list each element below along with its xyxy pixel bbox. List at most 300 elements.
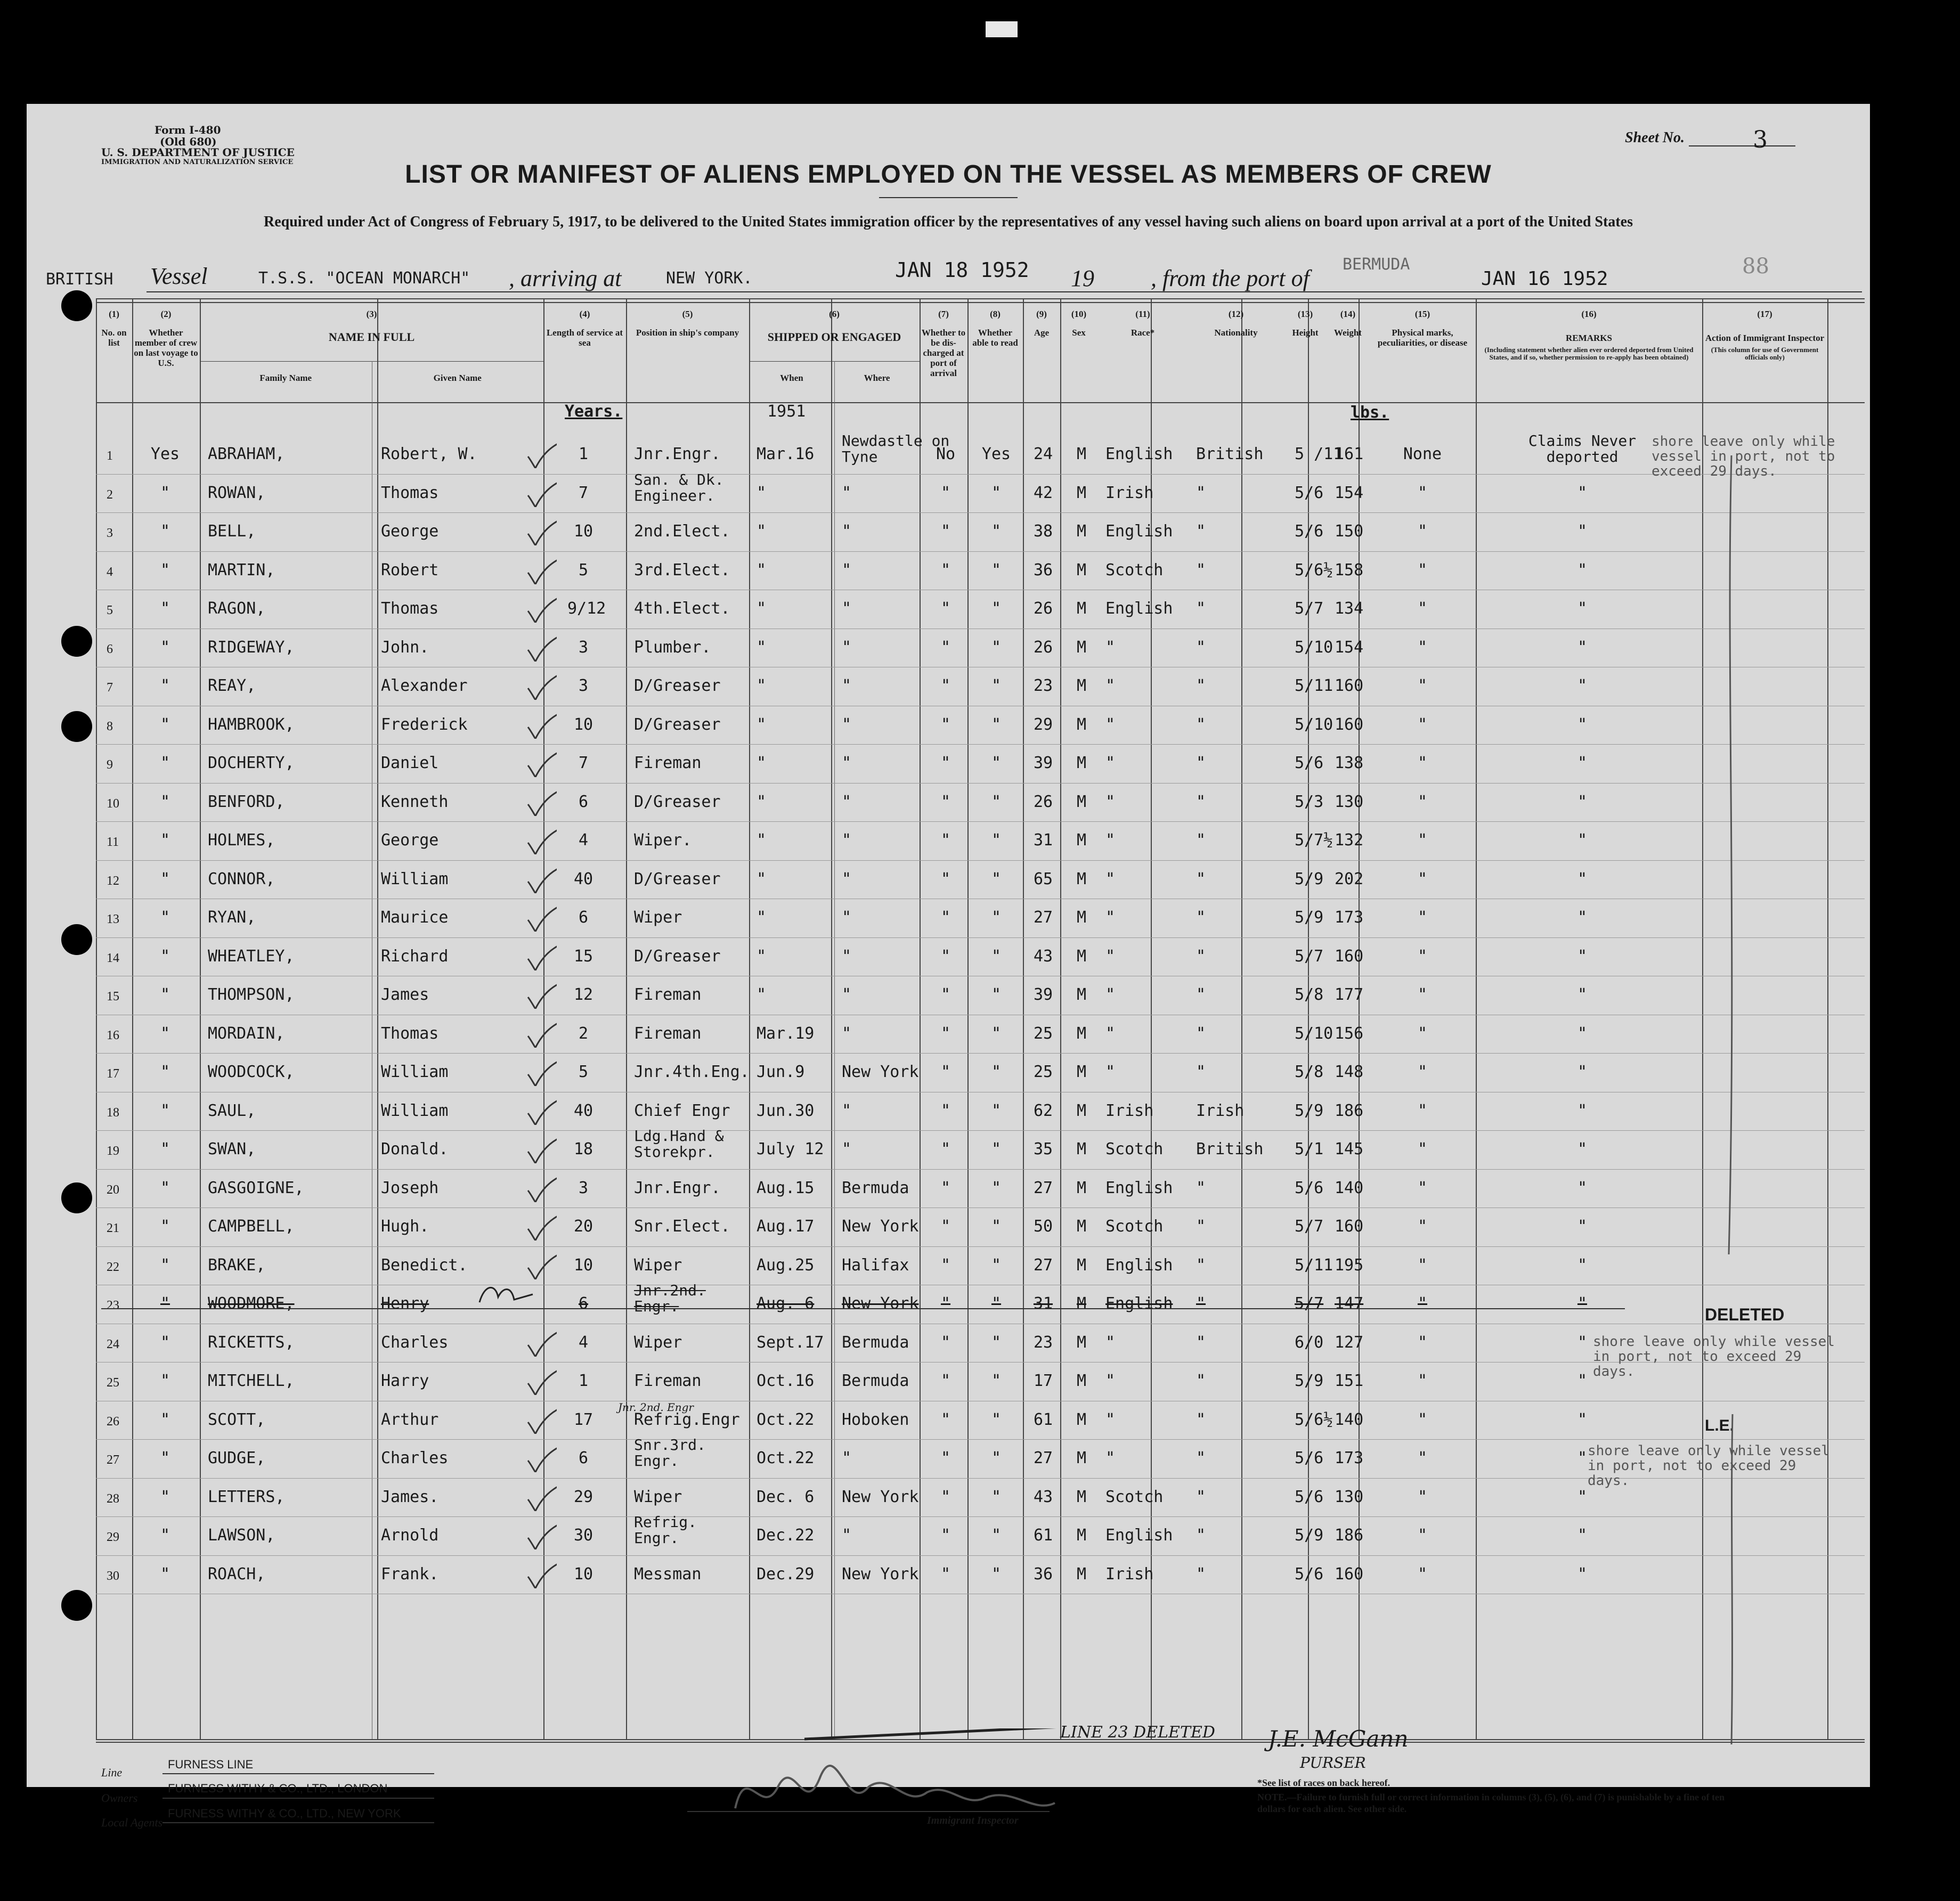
- cell-race: Irish: [1105, 1564, 1154, 1584]
- cell-position: Fireman: [634, 1024, 702, 1043]
- cell-family: THOMPSON,: [208, 985, 295, 1004]
- cell-nat: ": [1196, 1410, 1206, 1429]
- cell-when: Mar.16: [757, 445, 815, 463]
- cell-family: CONNOR,: [208, 869, 275, 888]
- check-mark: [525, 673, 557, 700]
- cell-position: Fireman: [634, 754, 702, 772]
- cell-race: ": [1105, 754, 1116, 772]
- cell-age: 27: [1033, 1178, 1053, 1197]
- cell-weight: 148: [1335, 1063, 1364, 1081]
- cell-position: D/Greaser: [634, 715, 721, 734]
- agents-label: Local Agents: [101, 1816, 163, 1829]
- cell-given: Maurice: [381, 908, 449, 927]
- weight-unit: lbs.: [1351, 403, 1389, 422]
- cell-given: Hugh.: [381, 1217, 429, 1236]
- cell-age: 17: [1033, 1372, 1053, 1390]
- cell-read: ": [991, 522, 1002, 541]
- cell-read: Yes: [981, 445, 1011, 463]
- cell-years: 29: [573, 1487, 593, 1506]
- column-sublabel: Family Name: [259, 373, 312, 383]
- cell-race: Irish: [1105, 1101, 1154, 1120]
- cell-age: 31: [1033, 831, 1053, 850]
- column-rule: [967, 298, 969, 1739]
- cell-weight: 158: [1335, 560, 1364, 580]
- column-number: (13): [1297, 309, 1313, 319]
- cell-read: ": [991, 1217, 1002, 1236]
- cell-prev: ": [160, 1410, 170, 1429]
- cell-position: Wiper: [634, 908, 682, 927]
- owners-value: FURNESS WITHY & CO., LTD., LONDON: [168, 1782, 388, 1795]
- cell-height: 5/6: [1295, 754, 1324, 772]
- cell-where: ": [842, 869, 852, 888]
- column-number: (15): [1414, 309, 1430, 319]
- cell-years: 2: [578, 1024, 589, 1043]
- cell-family: RICKETTS,: [208, 1333, 295, 1352]
- cell-disch: ": [940, 715, 951, 734]
- cell-weight: 156: [1335, 1024, 1364, 1043]
- cell-read: ": [991, 792, 1002, 811]
- cell-where: Bermuda: [842, 1178, 909, 1197]
- cell-where: ": [842, 908, 852, 927]
- column-number: (10): [1071, 309, 1087, 319]
- cell-nat: ": [1196, 1255, 1206, 1275]
- check-mark: [525, 1330, 557, 1357]
- cell-sex: M: [1076, 1101, 1087, 1120]
- column-label: SHIPPED OR ENGAGED: [767, 330, 901, 344]
- penalty-note: NOTE.—Failure to furnish full or correct information in columns (3), (5), (6), and (7) is punishable by a fine of ten dollars for each alien. See other side.: [1257, 1792, 1725, 1814]
- cell-where: ": [842, 947, 852, 966]
- row-rule: [96, 1439, 1865, 1440]
- column-rule: [920, 298, 921, 1739]
- cell-remarks: ": [1577, 1333, 1588, 1352]
- cell-position: Wiper: [634, 1255, 682, 1275]
- cell-weight: 173: [1335, 908, 1364, 927]
- cell-sex: M: [1076, 1140, 1087, 1158]
- check-mark: [525, 789, 557, 816]
- cell-position: Refrig.Engr: [634, 1410, 740, 1429]
- cell-race: ": [1105, 985, 1116, 1004]
- cell-height: 5/6: [1295, 1487, 1324, 1506]
- cell-marks: ": [1417, 1140, 1428, 1158]
- cell-when: Aug.25: [757, 1255, 815, 1275]
- cell-marks: ": [1417, 1333, 1428, 1352]
- cell-age: 27: [1033, 1255, 1053, 1275]
- cell-read: ": [991, 676, 1002, 695]
- column-rule: [749, 298, 750, 1739]
- column-rule: [1476, 298, 1477, 1739]
- cell-height: 5/9: [1295, 1101, 1324, 1120]
- check-mark: [525, 635, 557, 662]
- cell-height: 5/10: [1295, 1024, 1333, 1043]
- cell-given: Thomas: [381, 1024, 439, 1043]
- cell-given: Benedict.: [381, 1255, 468, 1275]
- binder-hole: [61, 626, 92, 657]
- cell-remarks: ": [1577, 947, 1588, 966]
- cell-where: ": [842, 1449, 852, 1467]
- purser-signature: J.E. McGann: [1268, 1726, 1409, 1752]
- cell-nat: ": [1196, 715, 1206, 734]
- cell-weight: 134: [1335, 599, 1364, 618]
- cell-where: New York: [842, 1487, 919, 1506]
- cell-prev: ": [160, 676, 170, 695]
- cell-height: 5/7: [1295, 947, 1324, 966]
- cell-given: Harry: [381, 1372, 429, 1390]
- vessel-label: Vessel: [150, 263, 208, 289]
- column-number: (5): [682, 309, 693, 319]
- row-number: 23: [107, 1299, 119, 1312]
- cell-disch: ": [940, 1140, 951, 1158]
- check-mark: [525, 982, 557, 1009]
- row-number: 8: [107, 719, 113, 733]
- cell-family: SAUL,: [208, 1101, 256, 1120]
- row-number: 20: [107, 1182, 119, 1197]
- cell-remarks: Claims Never deported: [1528, 432, 1637, 466]
- cell-weight: 150: [1335, 522, 1364, 541]
- cell-remarks: ": [1577, 638, 1588, 657]
- cell-race: ": [1105, 1333, 1116, 1352]
- inspector-line: [687, 1811, 1050, 1812]
- column-rule: [1060, 298, 1061, 1739]
- cell-marks: ": [1417, 869, 1428, 888]
- row-rule: [96, 860, 1865, 861]
- cell-where: Bermuda: [842, 1333, 909, 1352]
- cell-race: ": [1105, 831, 1116, 850]
- cell-nat: ": [1196, 792, 1206, 811]
- column-sublabel: Given Name: [433, 373, 482, 383]
- cell-when: ": [757, 792, 767, 811]
- cell-position: Ldg.Hand & Storekpr.: [634, 1127, 724, 1161]
- cell-remarks: ": [1577, 869, 1588, 888]
- cell-read: ": [991, 947, 1002, 966]
- cell-age: 43: [1033, 1487, 1053, 1506]
- check-mark: [525, 519, 557, 545]
- check-mark: [525, 558, 557, 584]
- column-label: Age: [1034, 328, 1050, 338]
- cell-family: HOLMES,: [208, 831, 275, 850]
- cell-height: 5/6: [1295, 483, 1324, 502]
- cell-where: Halifax: [842, 1255, 909, 1275]
- cell-race: Irish: [1105, 483, 1154, 502]
- cell-family: BELL,: [208, 522, 256, 541]
- cell-position: Jnr.4th.Eng.: [634, 1063, 750, 1081]
- cell-position: Plumber.: [634, 638, 711, 657]
- column-sublabel: When: [780, 373, 803, 383]
- manifest-sheet: [27, 104, 1870, 1829]
- cell-age: 24: [1033, 445, 1053, 463]
- cell-where: ": [842, 522, 852, 541]
- sheet-number: 3: [1753, 126, 1768, 153]
- cell-sex: M: [1076, 1255, 1087, 1275]
- cell-where: New York: [842, 1217, 919, 1236]
- cell-family: WHEATLEY,: [208, 947, 295, 966]
- cell-sex: M: [1076, 1410, 1087, 1429]
- cell-age: 31: [1033, 1294, 1053, 1313]
- row-number: 16: [107, 1028, 119, 1042]
- cell-race: Scotch: [1105, 560, 1164, 580]
- cell-remarks: ": [1577, 1294, 1588, 1313]
- cell-prev: ": [160, 1063, 170, 1081]
- cell-where: Hoboken: [842, 1410, 909, 1429]
- column-label: REMARKS: [1566, 333, 1612, 343]
- cell-family: CAMPBELL,: [208, 1217, 295, 1236]
- cell-sex: M: [1076, 1178, 1087, 1197]
- cell-sex: M: [1076, 754, 1087, 772]
- cell-given: Kenneth: [381, 792, 449, 811]
- cell-years: 9/12: [567, 599, 606, 618]
- cell-given: Charles: [381, 1449, 449, 1467]
- shore-leave-note-3: shore leave only while vessel in port, not to exceed 29 days.: [1588, 1443, 1829, 1489]
- cell-years: 18: [573, 1140, 593, 1158]
- cell-years: 10: [573, 715, 593, 734]
- check-mark: [525, 867, 557, 893]
- cell-when: Oct.22: [757, 1410, 815, 1429]
- row-number: 28: [107, 1491, 119, 1506]
- cell-weight: 132: [1335, 831, 1364, 850]
- cell-height: 5 /11: [1295, 445, 1343, 463]
- cell-prev: ": [160, 1140, 170, 1158]
- sheet-no-line: [1689, 145, 1795, 146]
- cell-family: REAY,: [208, 676, 256, 695]
- cell-prev: ": [160, 908, 170, 927]
- column-label: Weight: [1334, 328, 1362, 338]
- handwritten-position-26: Jnr. 2nd. Engr: [618, 1401, 694, 1414]
- cell-age: 27: [1033, 908, 1053, 927]
- cell-position: Fireman: [634, 1372, 702, 1390]
- cell-prev: ": [160, 1564, 170, 1584]
- check-mark: [525, 1368, 557, 1395]
- cell-disch: ": [940, 869, 951, 888]
- check-mark: [525, 750, 557, 777]
- cell-nat: ": [1196, 483, 1206, 502]
- row-number: 5: [107, 603, 113, 617]
- cell-prev: ": [160, 1217, 170, 1236]
- cell-disch: ": [940, 1217, 951, 1236]
- cell-sex: M: [1076, 908, 1087, 927]
- cell-age: 26: [1033, 638, 1053, 657]
- cell-age: 43: [1033, 947, 1053, 966]
- cell-when: ": [757, 715, 767, 734]
- cell-sex: M: [1076, 676, 1087, 695]
- cell-marks: ": [1417, 1449, 1428, 1467]
- cell-read: ": [991, 1449, 1002, 1467]
- row-number: 24: [107, 1337, 119, 1351]
- cell-prev: ": [160, 985, 170, 1004]
- deleted-stamp: DELETED: [1705, 1305, 1785, 1324]
- cell-race: English: [1105, 1178, 1173, 1197]
- cell-remarks: ": [1577, 1178, 1588, 1197]
- cell-weight: 140: [1335, 1178, 1364, 1197]
- cell-nat: ": [1196, 599, 1206, 618]
- cell-remarks: ": [1577, 599, 1588, 618]
- cell-given: Frank.: [381, 1564, 439, 1584]
- check-mark: [525, 480, 557, 507]
- cell-years: 12: [573, 985, 593, 1004]
- cell-prev: ": [160, 869, 170, 888]
- cell-disch: ": [940, 483, 951, 502]
- cell-read: ": [991, 908, 1002, 927]
- cell-marks: ": [1417, 792, 1428, 811]
- cell-marks: ": [1417, 1024, 1428, 1043]
- column-number: (8): [990, 309, 1001, 319]
- departure-stamp: JAN 16 1952: [1481, 268, 1608, 290]
- cell-years: 4: [578, 831, 589, 850]
- cell-weight: 160: [1335, 676, 1364, 695]
- row-rule: [96, 474, 1865, 475]
- cell-height: 5/7: [1295, 1217, 1324, 1236]
- cell-sex: M: [1076, 831, 1087, 850]
- cell-remarks: ": [1577, 1487, 1588, 1506]
- column-number: (17): [1757, 309, 1772, 319]
- cell-where: New York: [842, 1294, 919, 1313]
- cell-weight: 177: [1335, 985, 1364, 1004]
- cell-position: Fireman: [634, 985, 702, 1004]
- cell-nat: ": [1196, 522, 1206, 541]
- cell-family: WOODMORE,: [208, 1294, 295, 1313]
- cell-height: 5/6½: [1295, 560, 1333, 580]
- cell-given: Daniel: [381, 754, 439, 772]
- cell-disch: ": [940, 1294, 951, 1313]
- cell-years: 40: [573, 1101, 593, 1120]
- cell-when: Aug.17: [757, 1217, 815, 1236]
- cell-family: HAMBROOK,: [208, 715, 295, 734]
- cell-disch: ": [940, 638, 951, 657]
- cell-where: ": [842, 985, 852, 1004]
- cell-nat: ": [1196, 831, 1206, 850]
- cell-position: Wiper: [634, 1487, 682, 1506]
- column-rule: [1827, 298, 1828, 1739]
- cell-age: 25: [1033, 1024, 1053, 1043]
- row-number: 21: [107, 1221, 119, 1235]
- form-old-number: (Old 680): [160, 135, 217, 148]
- cell-position: D/Greaser: [634, 792, 721, 811]
- vessel-name: T.S.S. "OCEAN MONARCH": [258, 269, 470, 288]
- cell-age: 38: [1033, 522, 1053, 541]
- cell-years: 10: [573, 1564, 593, 1584]
- cell-race: ": [1105, 908, 1116, 927]
- cell-read: ": [991, 1178, 1002, 1197]
- cell-years: 1: [578, 445, 589, 463]
- corner-mark: [986, 21, 1018, 37]
- column-rule: [626, 298, 627, 1739]
- cell-position: Wiper: [634, 1333, 682, 1352]
- cell-where: ": [842, 792, 852, 811]
- cell-given: Arthur: [381, 1410, 439, 1429]
- row-number: 3: [107, 526, 113, 540]
- cell-read: ": [991, 869, 1002, 888]
- cell-prev: ": [160, 1526, 170, 1545]
- cell-nat: ": [1196, 638, 1206, 657]
- cell-read: ": [991, 1410, 1002, 1429]
- cell-years: 5: [578, 1063, 589, 1081]
- cell-where: Newdastle on Tyne: [842, 432, 950, 466]
- cell-prev: ": [160, 947, 170, 966]
- sheet-label: Sheet No.: [1625, 129, 1685, 146]
- table-top-rule-2: [96, 302, 1865, 303]
- cell-prev: ": [160, 560, 170, 580]
- cell-nat: ": [1196, 1178, 1206, 1197]
- cell-read: ": [991, 1255, 1002, 1275]
- cell-when: ": [757, 831, 767, 850]
- cell-given: Charles: [381, 1333, 449, 1352]
- cell-marks: ": [1417, 1063, 1428, 1081]
- cell-weight: 151: [1335, 1372, 1364, 1390]
- cell-when: Dec. 6: [757, 1487, 815, 1506]
- column-number: (9): [1036, 309, 1047, 319]
- cell-read: ": [991, 831, 1002, 850]
- cell-marks: ": [1417, 483, 1428, 502]
- cell-prev: ": [160, 1372, 170, 1390]
- shore-leave-note-1: shore leave only while vessel in port, not to exceed 29 days.: [1652, 434, 1835, 479]
- row-number: 1: [107, 449, 113, 463]
- cell-position: Refrig. Engr.: [634, 1513, 697, 1547]
- check-mark: [525, 1253, 557, 1279]
- row-number: 4: [107, 565, 113, 579]
- cell-read: ": [991, 1101, 1002, 1120]
- cell-read: ": [991, 638, 1002, 657]
- cell-given: Frederick: [381, 715, 468, 734]
- column-label: Action of Immigrant Inspector: [1705, 333, 1825, 343]
- cell-weight: 147: [1335, 1294, 1364, 1313]
- cell-family: LAWSON,: [208, 1526, 275, 1545]
- cell-race: ": [1105, 1063, 1116, 1081]
- cell-weight: 160: [1335, 1217, 1364, 1236]
- cell-prev: ": [160, 1101, 170, 1120]
- cell-marks: ": [1417, 831, 1428, 850]
- cell-race: ": [1105, 947, 1116, 966]
- row-rule: [96, 1169, 1865, 1170]
- cell-when: Jun.9: [757, 1063, 805, 1081]
- column-note: (Including statement whether alien ever ordered deported from United States, and if so, whether permission to re-apply has been obtained): [1484, 346, 1694, 361]
- cell-race: ": [1105, 676, 1116, 695]
- binder-hole: [61, 924, 92, 955]
- row-rule: [96, 1053, 1865, 1054]
- cell-family: LETTERS,: [208, 1487, 285, 1506]
- cell-position: 4th.Elect.: [634, 599, 730, 618]
- cell-read: ": [991, 1564, 1002, 1584]
- row-number: 9: [107, 758, 113, 772]
- cell-sex: M: [1076, 985, 1087, 1004]
- cell-years: 10: [573, 1255, 593, 1275]
- binder-hole: [61, 1182, 92, 1213]
- row-number: 25: [107, 1376, 119, 1390]
- row-number: 13: [107, 912, 119, 926]
- le-stamp: L.E.: [1705, 1417, 1735, 1434]
- cell-remarks: ": [1577, 1372, 1588, 1390]
- cell-years: 6: [578, 908, 589, 927]
- cell-disch: ": [940, 985, 951, 1004]
- column-number: (6): [829, 309, 840, 319]
- cell-sex: M: [1076, 1294, 1087, 1313]
- cell-height: 5/10: [1295, 715, 1333, 734]
- cell-height: 5/7: [1295, 1294, 1324, 1313]
- column-label: Sex: [1072, 328, 1086, 338]
- column-number: (2): [160, 309, 172, 319]
- cell-marks: ": [1417, 1178, 1428, 1197]
- cell-height: 5/9: [1295, 1372, 1324, 1390]
- cell-family: SWAN,: [208, 1140, 256, 1158]
- cell-years: 7: [578, 754, 589, 772]
- column-number: (3): [366, 309, 377, 319]
- page-mark: 88: [1742, 254, 1769, 279]
- cell-prev: ": [160, 1487, 170, 1506]
- cell-race: ": [1105, 1410, 1116, 1429]
- cell-position: Jnr.Engr.: [634, 445, 721, 463]
- purser-title: PURSER: [1300, 1754, 1366, 1772]
- row-rule: [96, 1246, 1865, 1247]
- cell-given: William: [381, 869, 449, 888]
- column-number: (16): [1581, 309, 1597, 319]
- cell-sex: M: [1076, 1564, 1087, 1584]
